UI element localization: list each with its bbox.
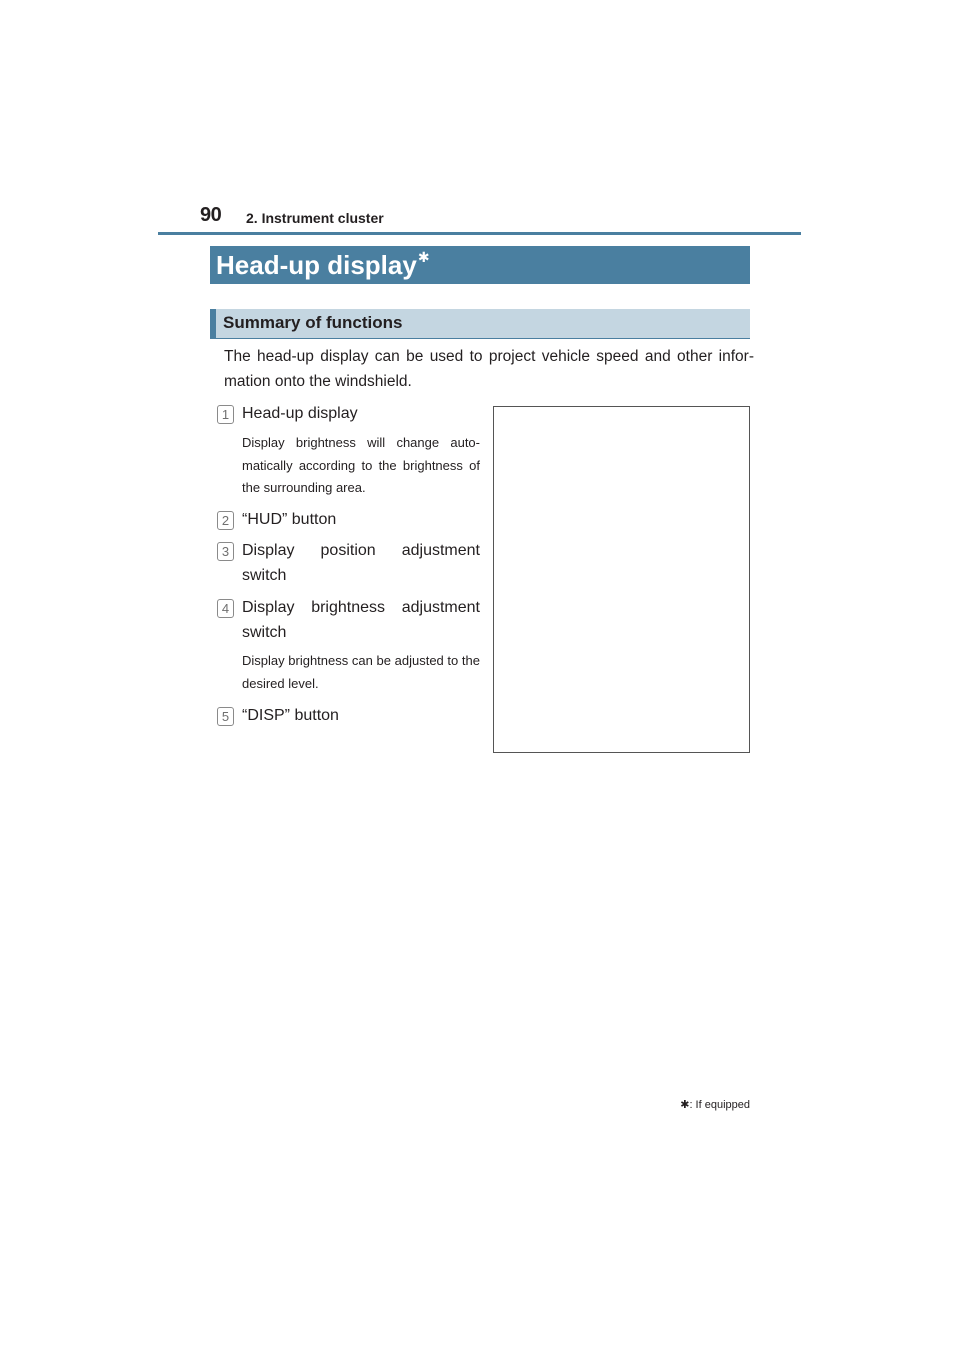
item-label-position-switch: Display position adjustment switch xyxy=(242,542,480,584)
item-note-brightness-auto: Display brightness will change auto-matically according to the brightness of the surrounding area. xyxy=(242,435,480,495)
title-bar xyxy=(210,246,750,284)
item-label-head-up-display: Head-up display xyxy=(242,405,358,422)
page-number: 90 xyxy=(200,204,222,226)
number-5-icon: 5 xyxy=(217,707,234,726)
number-2-icon: 2 xyxy=(217,511,234,530)
footnote xyxy=(680,1098,750,1111)
number-4-icon: 4 xyxy=(217,599,234,618)
if-equipped-marker-icon: ✱ xyxy=(417,249,430,265)
subsection-title: Summary of functions xyxy=(223,313,403,332)
item-note-brightness-adjust: Display brightness can be adjusted to the desired level. xyxy=(242,653,480,691)
footnote-marker-icon: ✱ xyxy=(680,1099,690,1111)
item-label-disp-button: “DISP” button xyxy=(242,707,339,724)
number-1-icon: 1 xyxy=(217,405,234,424)
illustration-frame xyxy=(493,406,750,753)
section-label: 2. Instrument cluster xyxy=(246,210,384,226)
item-label-hud-button: “HUD” button xyxy=(242,511,337,528)
footnote-text: : If equipped xyxy=(689,1099,750,1111)
item-label-brightness-switch: Display brightness adjustment switch xyxy=(242,599,480,641)
page-title: Head-up display xyxy=(216,250,417,280)
header-rule xyxy=(158,232,801,235)
subsection-bar xyxy=(210,309,750,339)
intro-paragraph: The head-up display can be used to project vehicle speed and other infor-mation onto the windshield. xyxy=(224,348,754,390)
number-3-icon: 3 xyxy=(217,542,234,561)
